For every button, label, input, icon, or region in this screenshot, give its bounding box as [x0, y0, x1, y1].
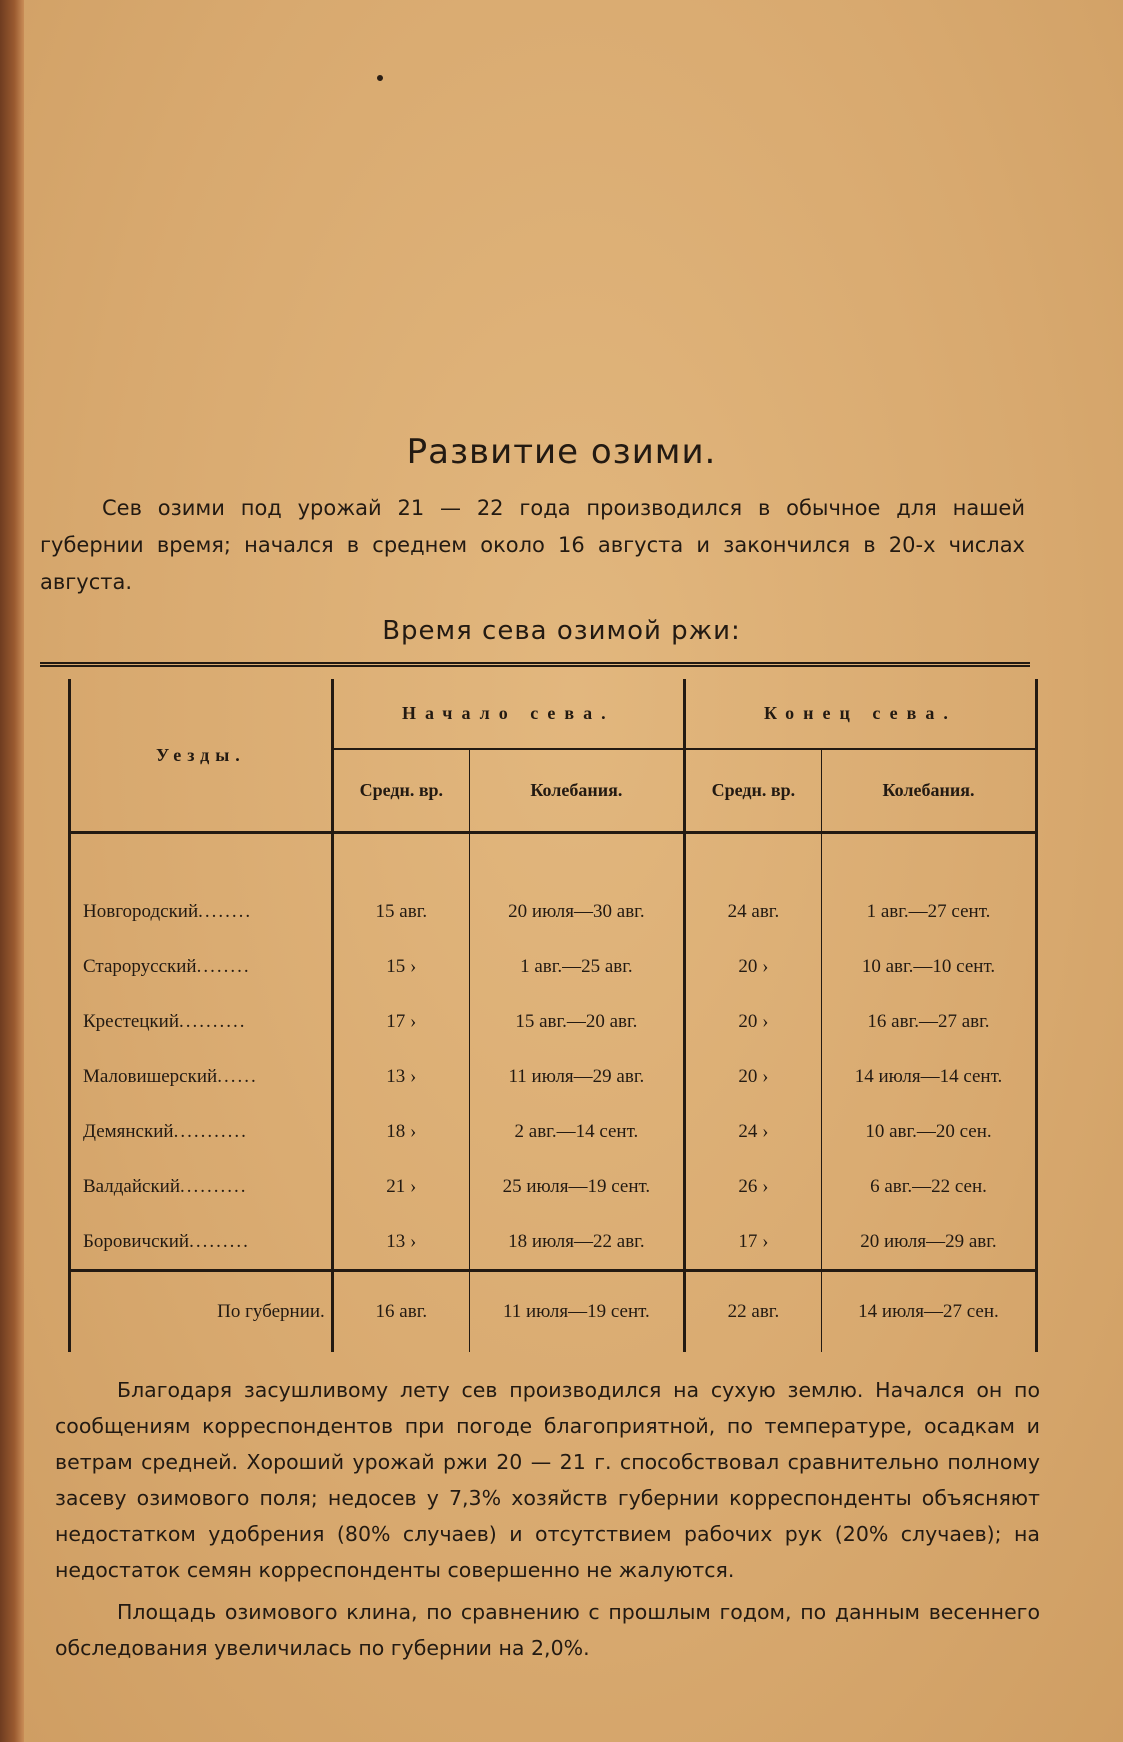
end-range-cell: 20 июля—29 авг. — [821, 1214, 1036, 1271]
uezd-name: Валдайский — [83, 1175, 181, 1197]
leader-dots: ......... — [189, 1230, 250, 1252]
leader-dots: ........ — [198, 900, 253, 922]
table-row — [70, 1214, 1037, 1271]
table-spacer-row — [70, 833, 1037, 885]
end-mean-cell: 26 › — [684, 1159, 821, 1214]
table-title: Время сева озимой ржи: — [382, 616, 741, 646]
sowing-table-wrapper — [40, 662, 1030, 1357]
ink-dot — [377, 75, 383, 81]
uezd-name: Маловишерский — [83, 1065, 218, 1087]
start-mean-cell: 13 › — [332, 1214, 469, 1271]
end-range-cell: 16 авг.—27 авг. — [821, 994, 1036, 1049]
start-mean-cell: 21 › — [332, 1159, 469, 1214]
start-range-cell: 2 авг.—14 сент. — [469, 1104, 684, 1159]
header-end-group: Конец сева. — [684, 679, 1036, 749]
end-mean-cell: 20 › — [684, 994, 821, 1049]
total-start-range: 11 июля—19 сент. — [469, 1271, 684, 1353]
header-start-range: Колебания. — [469, 749, 684, 833]
body-paragraph-1: Благодаря засушливому лету сев производился на сухую землю. Начался он по сообщениям корреспондентов при погоде благоприятной, по температуре, осадкам и ветрам средней. Хороший урожай ржи 20 — 21 г. способствовал сравнительно полному засеву озимового поля; недосев у 7,3% хозяйств губернии корреспонденты объясняют недостатком удобрения (80% случаев) и отсутствием рабочих рук (20% случаев); на недостаток семян корреспонденты совершенно не жалуются. — [55, 1378, 1040, 1582]
header-start-mean: Средн. вр. — [332, 749, 469, 833]
end-range-cell: 10 авг.—10 сент. — [821, 939, 1036, 994]
book-spine — [0, 0, 24, 1742]
intro-paragraph: Сев озими под урожай 21 — 22 года производился в обычное для нашей губернии время; начался в среднем около 16 августа и закончился в 20-х числах августа. — [40, 496, 1025, 594]
uezd-name: Боровичский — [83, 1230, 190, 1252]
start-range-cell: 11 июля—29 авг. — [469, 1049, 684, 1104]
uezd-name: Крестецкий — [83, 1010, 179, 1032]
page-title: Развитие озими. — [406, 432, 717, 472]
leader-dots: ...... — [217, 1065, 258, 1087]
uezd-name: Демянский — [83, 1120, 174, 1142]
end-range-cell: 6 авг.—22 сен. — [821, 1159, 1036, 1214]
table-row — [70, 884, 1037, 939]
table-row — [70, 1104, 1037, 1159]
start-mean-cell: 17 › — [332, 994, 469, 1049]
header-start-group: Начало сева. — [332, 679, 684, 749]
end-mean-cell: 24 › — [684, 1104, 821, 1159]
start-mean-cell: 13 › — [332, 1049, 469, 1104]
start-range-cell: 20 июля—30 авг. — [469, 884, 684, 939]
header-uezd: Уезды. — [70, 679, 333, 833]
leader-dots: ........... — [173, 1120, 248, 1142]
start-range-cell: 18 июля—22 авг. — [469, 1214, 684, 1271]
uezd-name: Старорусский — [83, 955, 197, 977]
table-row — [70, 1159, 1037, 1214]
end-mean-cell: 20 › — [684, 939, 821, 994]
sowing-time-table — [68, 679, 1038, 1352]
uezd-name: Новгородский — [83, 900, 199, 922]
table-row — [70, 1049, 1037, 1104]
leader-dots: .......... — [178, 1010, 247, 1032]
start-mean-cell: 15 авг. — [332, 884, 469, 939]
total-label: По губернии. — [70, 1271, 333, 1353]
start-mean-cell: 18 › — [332, 1104, 469, 1159]
end-mean-cell: 17 › — [684, 1214, 821, 1271]
header-end-mean: Средн. вр. — [684, 749, 821, 833]
total-start-mean: 16 авг. — [332, 1271, 469, 1353]
leader-dots: .......... — [180, 1175, 248, 1197]
end-mean-cell: 20 › — [684, 1049, 821, 1104]
end-range-cell: 10 авг.—20 сен. — [821, 1104, 1036, 1159]
start-range-cell: 25 июля—19 сент. — [469, 1159, 684, 1214]
end-range-cell: 1 авг.—27 сент. — [821, 884, 1036, 939]
end-range-cell: 14 июля—14 сент. — [821, 1049, 1036, 1104]
total-end-range: 14 июля—27 сен. — [821, 1271, 1036, 1353]
table-row — [70, 939, 1037, 994]
header-end-range: Колебания. — [821, 749, 1036, 833]
table-row — [70, 994, 1037, 1049]
start-range-cell: 15 авг.—20 авг. — [469, 994, 684, 1049]
leader-dots: ........ — [196, 955, 251, 977]
end-mean-cell: 24 авг. — [684, 884, 821, 939]
body-paragraph-2: Площадь озимового клина, по сравнению с прошлым годом, по данным весеннего обследования увеличилась по губернии на 2,0%. — [55, 1600, 1040, 1660]
total-end-mean: 22 авг. — [684, 1271, 821, 1353]
start-range-cell: 1 авг.—25 авг. — [469, 939, 684, 994]
table-total-row — [70, 1271, 1037, 1353]
start-mean-cell: 15 › — [332, 939, 469, 994]
